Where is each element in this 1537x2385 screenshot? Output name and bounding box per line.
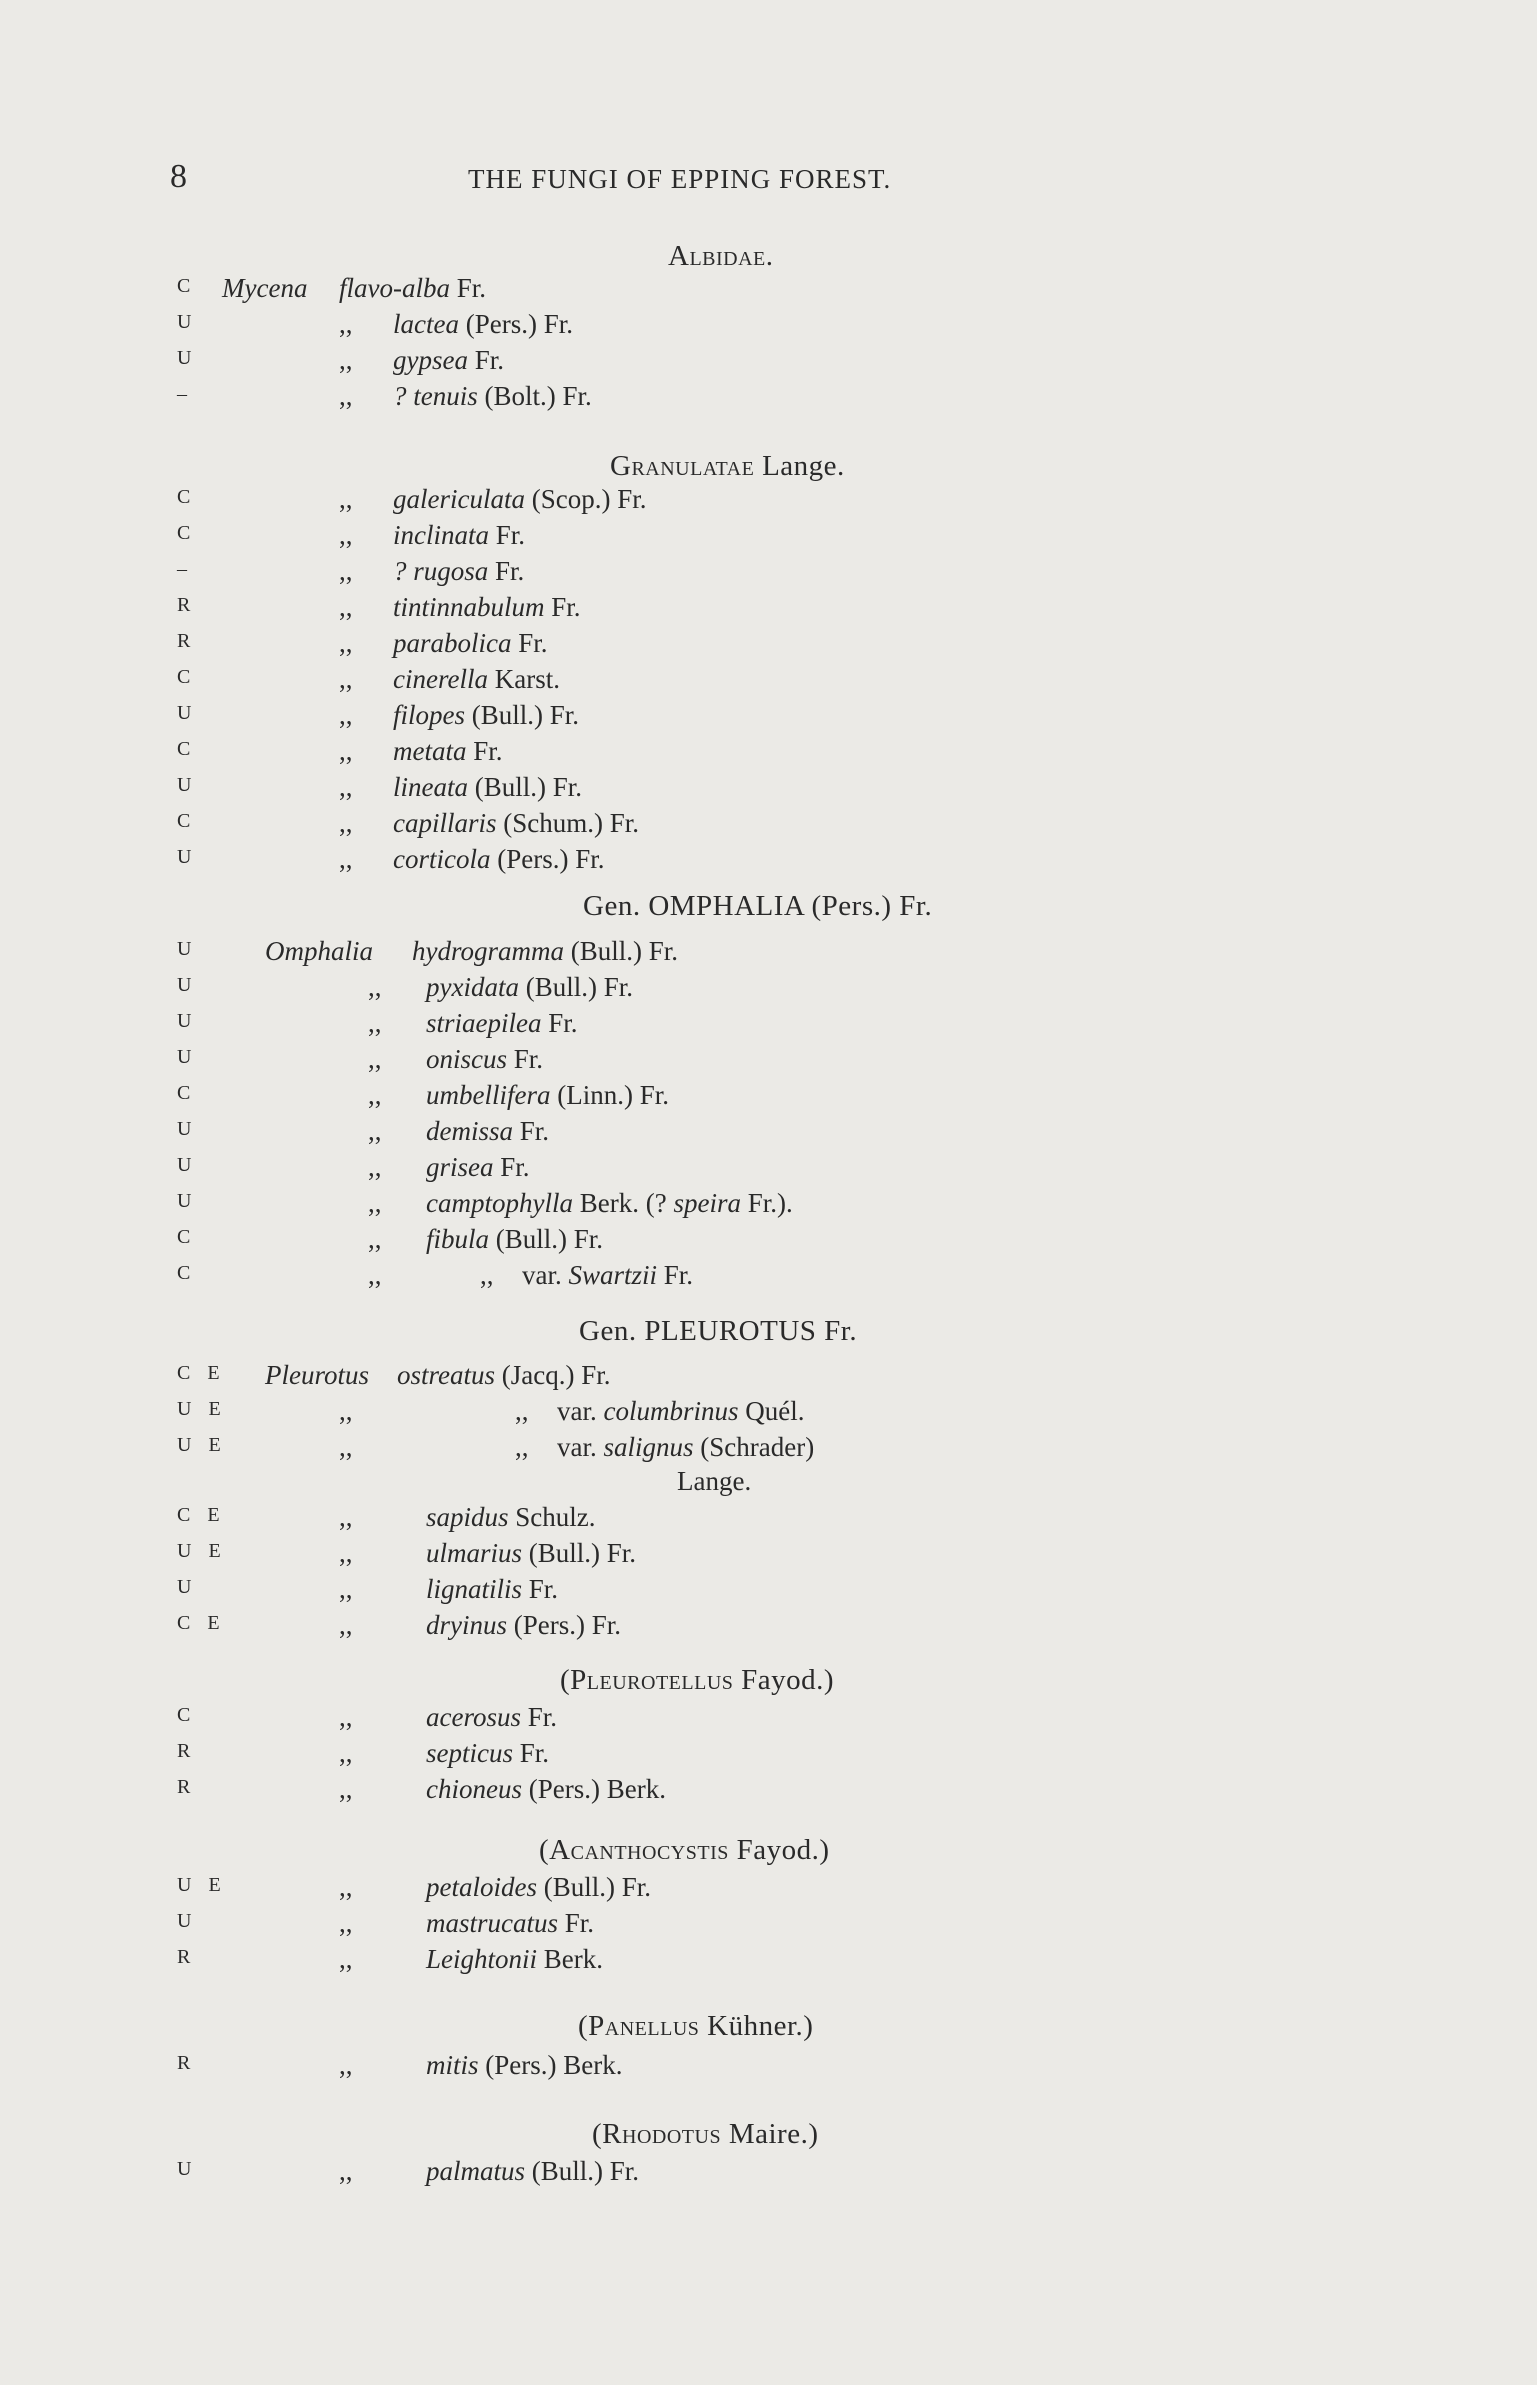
list-item — [0, 1502, 1537, 1538]
frequency-code: R — [177, 1946, 197, 1968]
species-name: filopes (Bull.) Fr. — [393, 700, 580, 730]
species-name: capillaris (Schum.) Fr. — [393, 808, 640, 838]
frequency-code: U — [177, 1190, 198, 1212]
frequency-code: U E — [177, 1540, 227, 1562]
list-item — [0, 972, 1537, 1008]
list-item — [0, 664, 1537, 700]
frequency-code: U E — [177, 1434, 227, 1456]
list-item — [0, 1360, 1537, 1396]
ditto-mark: ,, — [339, 1702, 353, 1732]
frequency-code: U — [177, 1576, 198, 1598]
ditto-mark: ,, — [368, 1080, 382, 1110]
ditto-mark: ,, — [339, 1738, 353, 1768]
list-item — [0, 1908, 1537, 1944]
species-name: lineata (Bull.) Fr. — [393, 772, 583, 802]
frequency-code: U E — [177, 1874, 227, 1896]
frequency-code: R — [177, 630, 197, 652]
species-name: var. salignus (Schrader) — [557, 1432, 815, 1462]
list-item — [0, 1188, 1537, 1224]
list-item — [0, 592, 1537, 628]
frequency-code: U — [177, 1010, 198, 1032]
frequency-code: R — [177, 594, 197, 616]
list-item — [0, 1774, 1537, 1810]
frequency-code: C — [177, 1226, 197, 1248]
frequency-code: U — [177, 974, 198, 996]
species-name: petaloides (Bull.) Fr. — [426, 1872, 651, 1902]
species-name: camptophylla Berk. (? speira Fr.). — [426, 1188, 793, 1218]
ditto-mark: ,, — [339, 1944, 353, 1974]
species-name: pyxidata (Bull.) Fr. — [426, 972, 633, 1002]
genus-name: Omphalia — [265, 936, 373, 966]
frequency-code: R — [177, 1740, 197, 1762]
ditto-mark: ,, — [339, 484, 353, 514]
list-item — [0, 628, 1537, 664]
ditto-mark: ,, — [339, 2050, 353, 2080]
list-item — [0, 808, 1537, 844]
ditto-mark: ,, — [339, 1396, 353, 1426]
list-item — [0, 1080, 1537, 1116]
list-item — [0, 556, 1537, 592]
species-name: lignatilis Fr. — [426, 1574, 559, 1604]
ditto-mark: ,, — [368, 972, 382, 1002]
species-name: cinerella Karst. — [393, 664, 560, 694]
ditto-mark: ,, — [339, 736, 353, 766]
list-item — [0, 309, 1537, 345]
species-name: oniscus Fr. — [426, 1044, 544, 1074]
species-name: var. Swartzii Fr. — [522, 1260, 694, 1290]
list-item — [0, 1152, 1537, 1188]
ditto-mark: ,, — [368, 1152, 382, 1182]
frequency-code: U — [177, 347, 198, 369]
ditto-mark: ,, — [339, 345, 353, 375]
ditto-mark: ,, — [339, 1574, 353, 1604]
list-item — [0, 1260, 1537, 1296]
frequency-code: C — [177, 486, 197, 508]
section-heading: (Panellus Kühner.) — [578, 2010, 814, 2042]
frequency-code: U — [177, 311, 198, 333]
list-item — [0, 1224, 1537, 1260]
frequency-code: C — [177, 275, 197, 297]
species-name: grisea Fr. — [426, 1152, 530, 1182]
ditto-mark: ,, — [368, 1044, 382, 1074]
running-title: THE FUNGI OF EPPING FOREST. — [468, 164, 892, 194]
frequency-code: U — [177, 938, 198, 960]
genus-name: Mycena — [222, 273, 308, 303]
species-name: ostreatus (Jacq.) Fr. — [397, 1360, 611, 1390]
species-name: chioneus (Pers.) Berk. — [426, 1774, 666, 1804]
list-item — [0, 1702, 1537, 1738]
list-item — [0, 736, 1537, 772]
list-item — [0, 2156, 1537, 2192]
frequency-code: R — [177, 2052, 197, 2074]
section-heading: Granulatae Lange. — [610, 450, 845, 482]
section-heading: (Acanthocystis Fayod.) — [539, 1834, 830, 1866]
species-name: gypsea Fr. — [393, 345, 505, 375]
ditto-mark: ,, — [515, 1396, 529, 1426]
ditto-mark: ,, — [339, 700, 353, 730]
list-item — [0, 345, 1537, 381]
ditto-mark: ,, — [339, 1502, 353, 1532]
ditto-mark: ,, — [339, 1538, 353, 1568]
list-item — [0, 520, 1537, 556]
ditto-mark: ,, — [368, 1188, 382, 1218]
frequency-code: U — [177, 2158, 198, 2180]
frequency-code: U E — [177, 1398, 227, 1420]
ditto-mark: ,, — [339, 592, 353, 622]
ditto-mark: ,, — [339, 808, 353, 838]
list-item — [0, 1538, 1537, 1574]
list-item — [0, 484, 1537, 520]
species-name-continued: Lange. — [677, 1466, 752, 1496]
frequency-code: U — [177, 1046, 198, 1068]
frequency-code: C E — [177, 1362, 226, 1384]
ditto-mark: ,, — [339, 664, 353, 694]
species-name: tintinnabulum Fr. — [393, 592, 581, 622]
ditto-mark: ,, — [368, 1260, 382, 1290]
frequency-code: C — [177, 1704, 197, 1726]
frequency-code: C — [177, 666, 197, 688]
section-heading: (Rhodotus Maire.) — [592, 2118, 819, 2150]
ditto-mark: ,, — [339, 2156, 353, 2186]
species-name: ulmarius (Bull.) Fr. — [426, 1538, 637, 1568]
list-item — [0, 1008, 1537, 1044]
list-item — [0, 1396, 1537, 1432]
section-heading: Gen. OMPHALIA (Pers.) Fr. — [583, 890, 933, 922]
species-name: ? rugosa Fr. — [393, 556, 525, 586]
species-name: striaepilea Fr. — [426, 1008, 578, 1038]
frequency-code: U — [177, 1118, 198, 1140]
species-name: ? tenuis (Bolt.) Fr. — [393, 381, 592, 411]
page-header — [0, 158, 1537, 198]
species-name: fibula (Bull.) Fr. — [426, 1224, 604, 1254]
species-name: var. columbrinus Quél. — [557, 1396, 805, 1426]
species-name: dryinus (Pers.) Fr. — [426, 1610, 621, 1640]
list-item — [0, 1574, 1537, 1610]
frequency-code: U — [177, 702, 198, 724]
list-item — [0, 381, 1537, 417]
section-heading: Albidae. — [668, 240, 774, 272]
frequency-code: C E — [177, 1612, 226, 1634]
list-item — [0, 1872, 1537, 1908]
ditto-mark: ,, — [480, 1260, 494, 1290]
section-heading: Gen. PLEUROTUS Fr. — [579, 1315, 858, 1347]
list-item — [0, 1738, 1537, 1774]
species-name: hydrogramma (Bull.) Fr. — [412, 936, 679, 966]
ditto-mark: ,, — [339, 1908, 353, 1938]
ditto-mark: ,, — [339, 1610, 353, 1640]
list-item — [0, 2050, 1537, 2086]
frequency-code: U — [177, 846, 198, 868]
species-name: flavo-alba Fr. — [339, 273, 487, 303]
frequency-code: – — [177, 383, 193, 405]
frequency-code: C — [177, 1082, 197, 1104]
frequency-code: U — [177, 774, 198, 796]
list-item — [0, 1466, 1537, 1502]
list-item — [0, 772, 1537, 808]
list-item — [0, 936, 1537, 972]
frequency-code: C — [177, 738, 197, 760]
species-name: palmatus (Bull.) Fr. — [426, 2156, 640, 2186]
species-name: umbellifera (Linn.) Fr. — [426, 1080, 669, 1110]
species-name: inclinata Fr. — [393, 520, 526, 550]
frequency-code: U — [177, 1910, 198, 1932]
page-number: 8 — [170, 158, 187, 195]
list-item — [0, 1432, 1537, 1468]
species-name: demissa Fr. — [426, 1116, 550, 1146]
species-name: galericulata (Scop.) Fr. — [393, 484, 647, 514]
frequency-code: C — [177, 1262, 197, 1284]
ditto-mark: ,, — [339, 556, 353, 586]
ditto-mark: ,, — [339, 1774, 353, 1804]
species-name: lactea (Pers.) Fr. — [393, 309, 573, 339]
species-name: septicus Fr. — [426, 1738, 550, 1768]
species-name: corticola (Pers.) Fr. — [393, 844, 605, 874]
ditto-mark: ,, — [339, 1432, 353, 1462]
list-item — [0, 1116, 1537, 1152]
ditto-mark: ,, — [368, 1224, 382, 1254]
species-name: parabolica Fr. — [393, 628, 548, 658]
ditto-mark: ,, — [339, 628, 353, 658]
frequency-code: C E — [177, 1504, 226, 1526]
ditto-mark: ,, — [339, 1872, 353, 1902]
frequency-code: C — [177, 522, 197, 544]
ditto-mark: ,, — [368, 1116, 382, 1146]
ditto-mark: ,, — [515, 1432, 529, 1462]
list-item — [0, 700, 1537, 736]
ditto-mark: ,, — [339, 309, 353, 339]
frequency-code: C — [177, 810, 197, 832]
species-name: metata Fr. — [393, 736, 503, 766]
ditto-mark: ,, — [339, 844, 353, 874]
ditto-mark: ,, — [339, 520, 353, 550]
ditto-mark: ,, — [368, 1008, 382, 1038]
frequency-code: U — [177, 1154, 198, 1176]
frequency-code: R — [177, 1776, 197, 1798]
list-item — [0, 844, 1537, 880]
species-name: sapidus Schulz. — [426, 1502, 596, 1532]
ditto-mark: ,, — [339, 381, 353, 411]
list-item — [0, 1944, 1537, 1980]
ditto-mark: ,, — [339, 772, 353, 802]
frequency-code: – — [177, 558, 193, 580]
list-item — [0, 1044, 1537, 1080]
list-item — [0, 273, 1537, 309]
section-heading: (Pleurotellus Fayod.) — [560, 1664, 835, 1696]
species-name: acerosus Fr. — [426, 1702, 558, 1732]
species-name: mastrucatus Fr. — [426, 1908, 595, 1938]
species-name: Leightonii Berk. — [426, 1944, 603, 1974]
genus-name: Pleurotus — [265, 1360, 369, 1390]
list-item — [0, 1610, 1537, 1646]
species-name: mitis (Pers.) Berk. — [426, 2050, 623, 2080]
